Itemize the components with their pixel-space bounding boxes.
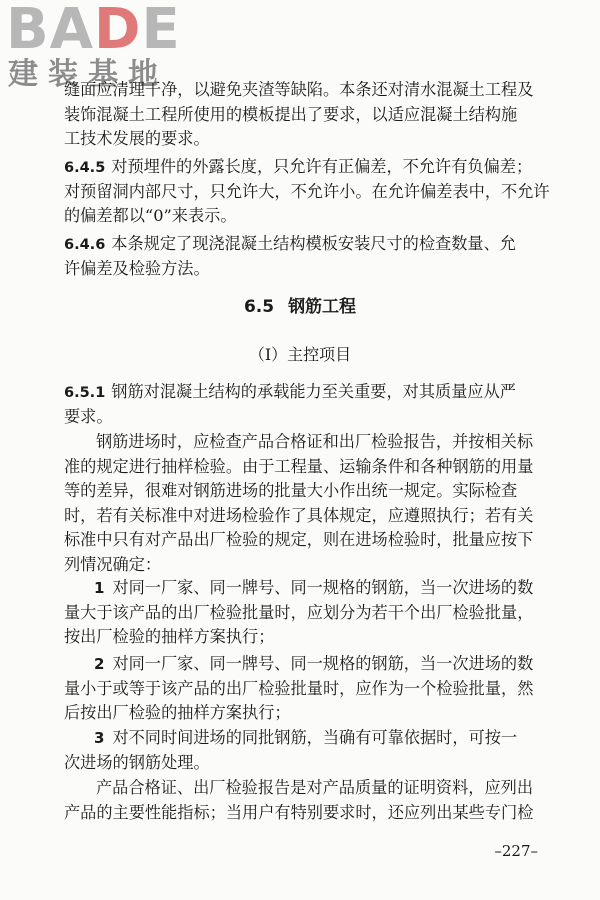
paragraph-certificate: 产品合格证、出厂检验报告是对产品质量的证明资料，应列出 产品的主要性能指标；当用户有特别要求时，还应列出某些专门检	[64, 778, 534, 822]
page-number: –227–	[494, 842, 538, 860]
list-item-number: 3	[94, 729, 105, 747]
paragraph-inspection: 钢筋进场时，应检查产品合格证和出厂检验报告，并按相关标 准的规定进行抽样检验。由于工程量、运输条件和各种钢筋的用量 等的差异，很难对钢筋进场的批量大小作出统一规定。实际检查 时，若有关标准中对进场检验作了具体规定，应遵照执行；若有关 标准中只有对产品出厂检验的规定，则在进场检验时，批量应按下 列情况确定：	[64, 432, 534, 574]
clause-number: 6.5.1	[64, 385, 106, 401]
subsection-heading: （Ⅰ）主控项目	[248, 345, 352, 364]
logo-wordmark: BADE	[6, 0, 181, 62]
list-item-number: 1	[94, 579, 105, 597]
list-item-3: 3 对不同时间进场的同批钢筋，当确有可靠依据时，可按一 次进场的钢筋处理。	[64, 728, 518, 772]
list-item-2: 2 对同一厂家、同一牌号、同一规格的钢筋，当一次进场的数 量小于或等于该产品的出厂检验批量时，应作为一个检验批量，然 后按出厂检验的抽样方案执行；	[64, 654, 534, 722]
clause-number: 6.4.6	[64, 237, 106, 253]
clause-6-5-1: 6.5.1 钢筋对混凝土结构的承载能力至关重要，对其质量应从严 要求。	[64, 382, 516, 426]
list-item-1: 1 对同一厂家、同一牌号、同一规格的钢筋，当一次进场的数 量大于该产品的出厂检验批量时，应划分为若干个出厂检验批量， 按出厂检验的抽样方案执行；	[64, 578, 534, 646]
logo-subtitle: 建装基地	[8, 57, 168, 92]
clause-6-4-5: 6.4.5 对预埋件的外露长度，只允许有正偏差，不允许有负偏差； 对预留洞内部尺寸，只允许大，不允许小。在允许偏差表中，不允许 的偏差都以“0”来表示。	[64, 157, 550, 225]
clause-6-4-6: 6.4.6 本条规定了现浇混凝土结构模板安装尺寸的检查数量、允 许偏差及检验方法。	[64, 234, 516, 278]
continuation-paragraph: 缝面应清理干净，以避免夹渣等缺陷。本条还对清水混凝土工程及 装饰混凝土工程所使用的模板提出了要求，以适应混凝土结构施 工技术发展的要求。	[64, 80, 534, 148]
list-item-number: 2	[94, 655, 105, 673]
clause-number: 6.4.5	[64, 160, 106, 176]
section-heading: 6.5 钢筋工程	[243, 297, 357, 317]
